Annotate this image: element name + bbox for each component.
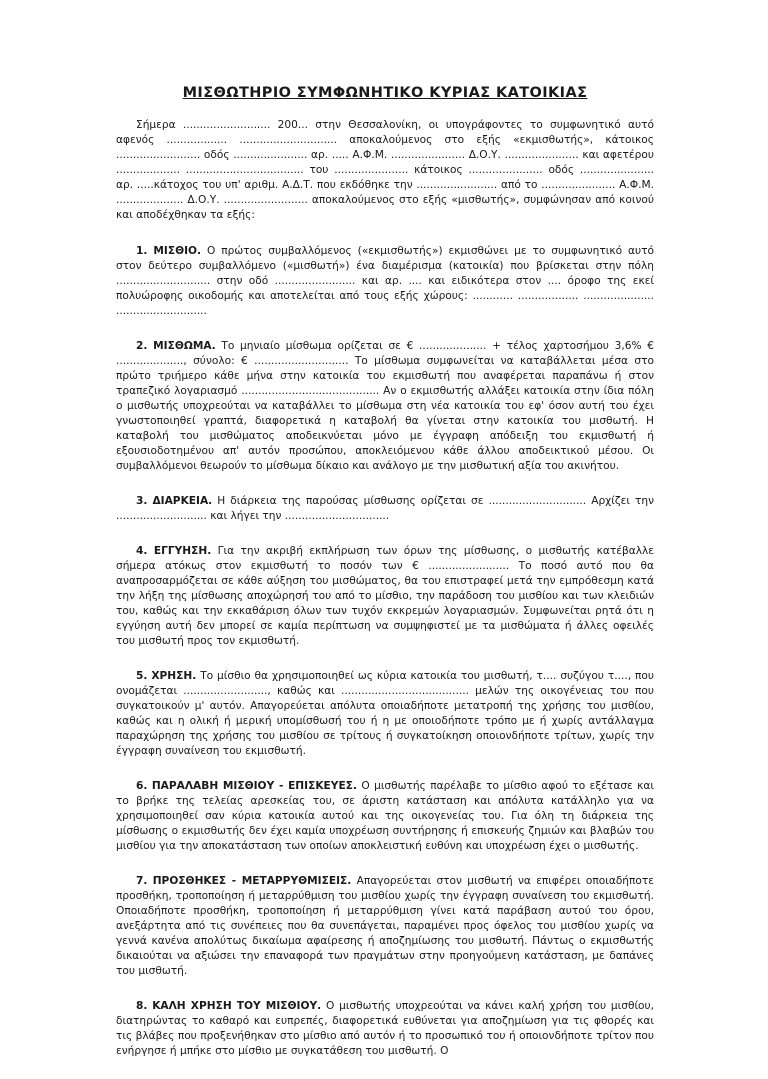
- clause-text: Ο μισθωτής παρέλαβε το μίσθιο αφού το εξέτασε και το βρήκε της τελείας αρεσκείας του, σε άριστη κατάσταση και απόλυτα κατάλληλο για να χρησιμοποιηθεί σαν κύρια κατοικία αυτού και της οικογενείας του. Για όλη τη διάρκεια της μίσθωσης ο εκμισθωτής δεν έχει καμία υποχρέωση συντήρησης ή επισκευής ζημιών και βλαβών του μισθίου για την αποκατάσταση των οποίων αποκλειστική ευθύνη και υποχρέωση έχει ο μισθωτής.: [116, 780, 654, 852]
- clause-7: [116, 874, 654, 979]
- clause-8: [116, 999, 654, 1059]
- clause-text: Η διάρκεια της παρούσας μίσθωσης ορίζεται σε ............................. Αρχίζει την ........................... και λήγει την ...............................: [116, 495, 655, 522]
- clause-heading: ΜΙΣΘΩΜΑ.: [153, 340, 216, 352]
- document-title: ΜΙΣΘΩΤΗΡΙΟ ΣΥΜΦΩΝΗΤΙΚΟ ΚΥΡΙΑΣ ΚΑΤΟΙΚΙΑΣ: [182, 85, 588, 101]
- clause-number: 8.: [136, 1000, 148, 1012]
- intro-paragraph: Σήμερα .......................... 200... στην Θεσσαλονίκη, οι υπογράφοντες το συμφωνητικό αυτό αφενός .................. ............................. αποκαλούμενος στο εξής «εκμισθωτής», κάτοικος ......................... οδός ...................... αρ. ..... Α.Φ.Μ. ...................... Δ.Ο.Υ. ...................... και αφετέρου ................... ................................... του ...................... κάτοικος ...................... οδός ...................... αρ. .....κάτοχος του υπ' αριθμ. Α.Δ.Τ. που εκδόθηκε την ........................ από το ...................... Α.Φ.Μ. .................... Δ.Ο.Υ. ......................... αποκαλούμενος στο εξής «μισθωτής», συμφώνησαν από κοινού και αποδέχθηκαν τα εξής:: [116, 119, 654, 221]
- clause-number: 4.: [136, 545, 148, 557]
- clause-text: Το μηνιαίο μίσθωμα ορίζεται σε € .................... + τέλος χαρτοσήμου 3,6% € ...................., σύνολο: € ............................ Το μίσθωμα συμφωνείται να καταβάλλεται μέσα στο πρώτο τριήμερο κάθε μήνα στην κατοικία του εκμισθωτή που αναφέρεται παραπάνω ή στον τραπεζικό λογαριασμό ......................................... Αν ο εκμισθωτής αλλάξει κατοικία στην ίδια πόλη ο μισθωτής υποχρεούται να καταβάλλει το μίσθωμα στη νέα κατοικία του εφ' όσον αυτή του έχει γνωστοποιηθεί γραπτά, διαφορετικά η καταβολή θα γίνεται στην κατοικία του μισθωτή. Η καταβολή του μισθώματος αποδεικνύεται μόνο με έγγραφη απόδειξη του εκμισθωτή ή εξουσιοδοτημένου απ' αυτόν προσώπου, αποκλειόμενου κάθε άλλου αποδεικτικού μέσου. Οι συμβαλλόμενοι θεωρούν το μίσθωμα δίκαιο και ανάλογο με την μισθωτική αξία του ακινήτου.: [116, 340, 654, 472]
- clause-text: Για την ακριβή εκπλήρωση των όρων της μίσθωσης, ο μισθωτής κατέβαλλε σήμερα ατόκως στον εκμισθωτή το ποσόν των € ........................ Το ποσό αυτό που θα αναπροσαρμόζεται σε κάθε αύξηση του μισθώματος, θα του επιστραφεί μετά την εμπρόθεσμη κατά την λήξη της μίσθωσης αποχώρησή του από το μίσθιο, την παράδοση του μισθίου και των κλειδιών του, καθώς και την εκκαθάριση όλων των τυχόν εκκρεμών λογαριασμών. Συμφωνείται ρητά ότι η εγγύηση αυτή δεν μπορεί σε καμία περίπτωση να συμψηφιστεί με τα μισθώματα ή άλλες οφειλές του μισθωτή προς τον εκμισθωτή.: [116, 545, 655, 647]
- clause-number: 3.: [136, 495, 148, 507]
- clause-text: Ο μισθωτής υποχρεούται να κάνει καλή χρήση του μισθίου, διατηρώντας το καθαρό και ευπρεπές, διαφορετικά ευθύνεται για αποζημίωση για τις φθορές και τις βλάβες που προξενήθηκαν στο μίσθιο από αυτόν ή το προσωπικό του ή οποιονδήποτε τρίτον που ενήργησε ή μπήκε στο μίσθιο με συγκατάθεση του μισθωτή. Ο: [116, 1000, 655, 1057]
- clause-heading: ΠΡΟΣΘΗΚΕΣ - ΜΕΤΑΡΡΥΘΜΙΣΕΙΣ.: [152, 875, 352, 887]
- clause-3: [116, 494, 654, 524]
- clause-heading: ΧΡΗΣΗ.: [151, 670, 197, 682]
- clause-2: [116, 339, 654, 474]
- clause-4: [116, 544, 654, 649]
- clause-number: 6.: [136, 780, 148, 792]
- clause-number: 5.: [136, 670, 148, 682]
- clause-heading: ΚΑΛΗ ΧΡΗΣΗ ΤΟΥ ΜΙΣΘΙΟΥ.: [152, 1000, 322, 1012]
- clause-heading: ΜΙΣΘΙΟ.: [153, 245, 202, 257]
- clause-number: 7.: [136, 875, 148, 887]
- clause-number: 2.: [136, 340, 148, 352]
- clause-heading: ΠΑΡΑΛΑΒΗ ΜΙΣΘΙΟΥ - ΕΠΙΣΚΕΥΕΣ.: [151, 780, 357, 792]
- clause-heading: ΔΙΑΡΚΕΙΑ.: [152, 495, 213, 507]
- clause-heading: ΕΓΓΥΗΣΗ.: [153, 545, 212, 557]
- clause-1: [116, 244, 654, 319]
- document-body: [116, 84, 654, 1079]
- clause-text: Ο πρώτος συμβαλλόμενος («εκμισθωτής») εκμισθώνει με το συμφωνητικό αυτό στον δεύτερο συμβαλλόμενο («μισθωτή») ένα διαμέρισμα (κατοικία) που βρίσκεται στην πόλη ............................ στην οδό ........................ και αρ. .... και ειδικότερα στον .... όροφο της εκεί πολυώροφης οικοδομής και αποτελείται από τους εξής χώρους: ............ .................. ..................... ...........................: [116, 245, 654, 317]
- clause-text: Απαγορεύεται στον μισθωτή να επιφέρει οποιαδήποτε προσθήκη, τροποποίηση ή μεταρρύθμιση του μισθίου χωρίς την έγγραφη συναίνεση του εκμισθωτή. Οποιαδήποτε προσθήκη, τροποποίηση ή μεταρρύθμιση γίνει κατά παράβαση αυτού του όρου, ανεξάρτητα από τις συνέπειες που θα συνεπάγεται, παραμένει προς όφελος του μισθίου χωρίς να γεννά κανένα απολύτως δικαίωμα αφαίρεσης ή αποζημίωσης του μισθωτή. Πάντως ο εκμισθωτής δικαιούται να αξιώσει την επαναφορά των πραγμάτων στην προηγούμενη κατάσταση, με δαπάνες του μισθωτή.: [116, 875, 654, 977]
- clause-text: Το μίσθιο θα χρησιμοποιηθεί ως κύρια κατοικία του μισθωτή, τ.... συζύγου τ...., που ονομάζεται ........................., καθώς και ...................................... μελών της οικογένειας του που συγκατοικούν μ' αυτόν. Απαγορεύεται απόλυτα οποιαδήποτε μετατροπή της χρήσης του μισθίου, καθώς και η ολική ή μερική υπομίσθωσή του ή η με οποιοδήποτε τρόπο με ή χωρίς αντάλλαγμα παραχώρηση της χρήσης του μισθίου σε τρίτους ή συγκατοίκηση οποιονδήποτε τρίτων, χωρίς την έγγραφη συναίνεση του εκμισθωτή.: [116, 670, 654, 757]
- clause-number: 1.: [136, 245, 148, 257]
- clause-6: [116, 779, 654, 854]
- clause-5: [116, 669, 654, 759]
